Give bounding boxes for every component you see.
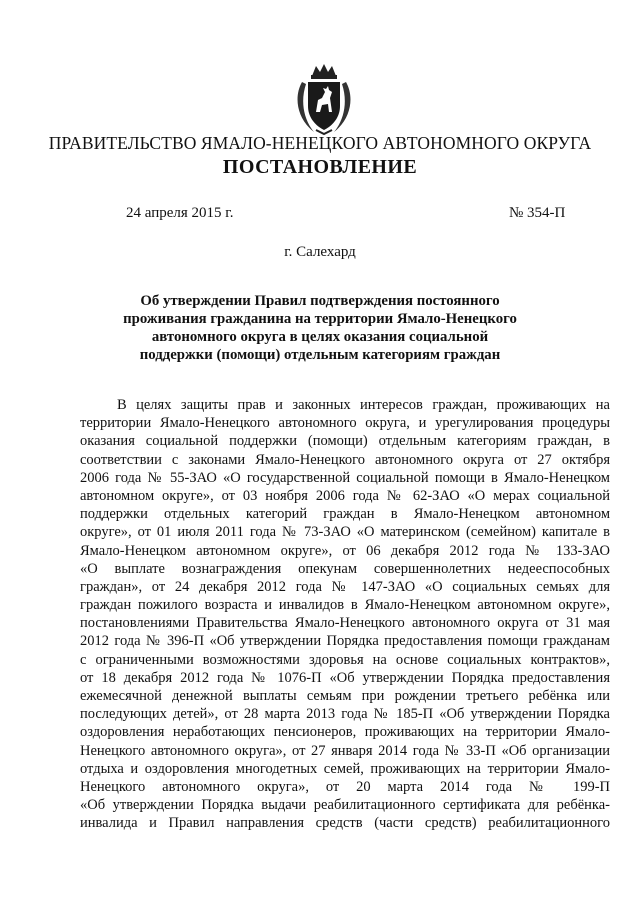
title-line: проживания гражданина на территории Ямало-Ненецкого <box>123 311 517 327</box>
coat-of-arms-icon <box>292 62 356 136</box>
body-line: 2012 года № 396-П «Об утверждении Порядка предоставления помощи гражданам <box>80 633 610 650</box>
body-line: соответствии с законами Ямало-Ненецкого автономного округа от 27 октября <box>80 451 610 468</box>
body-line: граждан», от 24 декабря 2012 года № 147-ЗАО «О социальных семьях для <box>80 578 610 595</box>
title-line: автономного округа в целях оказания социальной <box>151 329 489 345</box>
government-name: ПРАВИТЕЛЬСТВО ЯМАЛО-НЕНЕЦКОГО АВТОНОМНОГО ОКРУГА <box>48 133 592 153</box>
body-line: «О выплате вознаграждения опекунам совершеннолетних недееспособных <box>80 560 610 577</box>
body-line: ежемесячной денежной выплаты семьям при рождении третьего ребёнка или <box>80 688 610 704</box>
body-line: инвалида и Правил направления средств (части средств) реабилитационного <box>80 815 610 832</box>
body-line: Ненецкого автономного округа», от 27 января 2014 года № 33-П «Об организации <box>80 742 610 759</box>
document-body <box>80 396 610 833</box>
body-line: последующих детей», от 28 марта 2013 года № 185-П «Об утверждении Порядка <box>80 706 610 723</box>
body-line: 2006 года № 55-ЗАО «О государственной социальной помощи в Ямало-Ненецком <box>80 469 610 486</box>
title-line: Об утверждении Правил подтверждения постоянного <box>140 293 500 309</box>
body-line: от 18 декабря 2012 года № 1076-П «Об утверждении Порядка предоставления <box>80 669 610 686</box>
body-line: отдыха и оздоровления многодетных семей, проживающих на территории Ямало- <box>80 760 610 777</box>
body-line: с ограниченными возможностями здоровья на основе социальных контрактов», <box>80 651 610 668</box>
title-line: поддержки (помощи) отдельным категориям граждан <box>139 347 501 363</box>
document-type: ПОСТАНОВЛЕНИЕ <box>222 156 418 178</box>
body-line: оказания социальной поддержки (помощи) отдельным категориям граждан, в <box>80 433 610 450</box>
body-line: «Об утверждении Порядка выдачи реабилитационного сертификата для ребёнка- <box>80 797 610 814</box>
body-line: автономном округе», от 03 ноября 2006 года № 62-ЗАО «О мерах социальной <box>80 487 610 504</box>
document-city: г. Салехард <box>284 244 356 260</box>
body-line: оздоровления неработающих пенсионеров, проживающих на территории Ямало- <box>80 724 610 741</box>
body-line: граждан пожилого возраста и инвалидов в Ямало-Ненецком автономном округе», <box>80 597 610 614</box>
body-line: округе», от 01 июля 2011 года № 73-ЗАО «О материнском (семейном) капитале в <box>80 524 610 541</box>
document-number: № 354-П <box>509 205 566 221</box>
document-title <box>0 292 640 364</box>
body-line: Ямало-Ненецком автономном округе», от 06 декабря 2012 года № 133-ЗАО <box>80 542 610 559</box>
body-line: поддержки отдельных категорий граждан в Ямало-Ненецком автономном <box>80 506 610 523</box>
body-line: Ненецкого автономного округа», от 20 марта 2014 года № 199-П <box>80 778 610 795</box>
body-line: территории Ямало-Ненецкого автономного округа, и урегулирования процедуры <box>80 415 610 432</box>
body-line: В целях защиты прав и законных интересов граждан, проживающих на <box>117 397 610 413</box>
body-line: постановлениями Правительства Ямало-Ненецкого автономного округа от 31 мая <box>80 615 610 632</box>
document-date: 24 апреля 2015 г. <box>126 205 234 221</box>
